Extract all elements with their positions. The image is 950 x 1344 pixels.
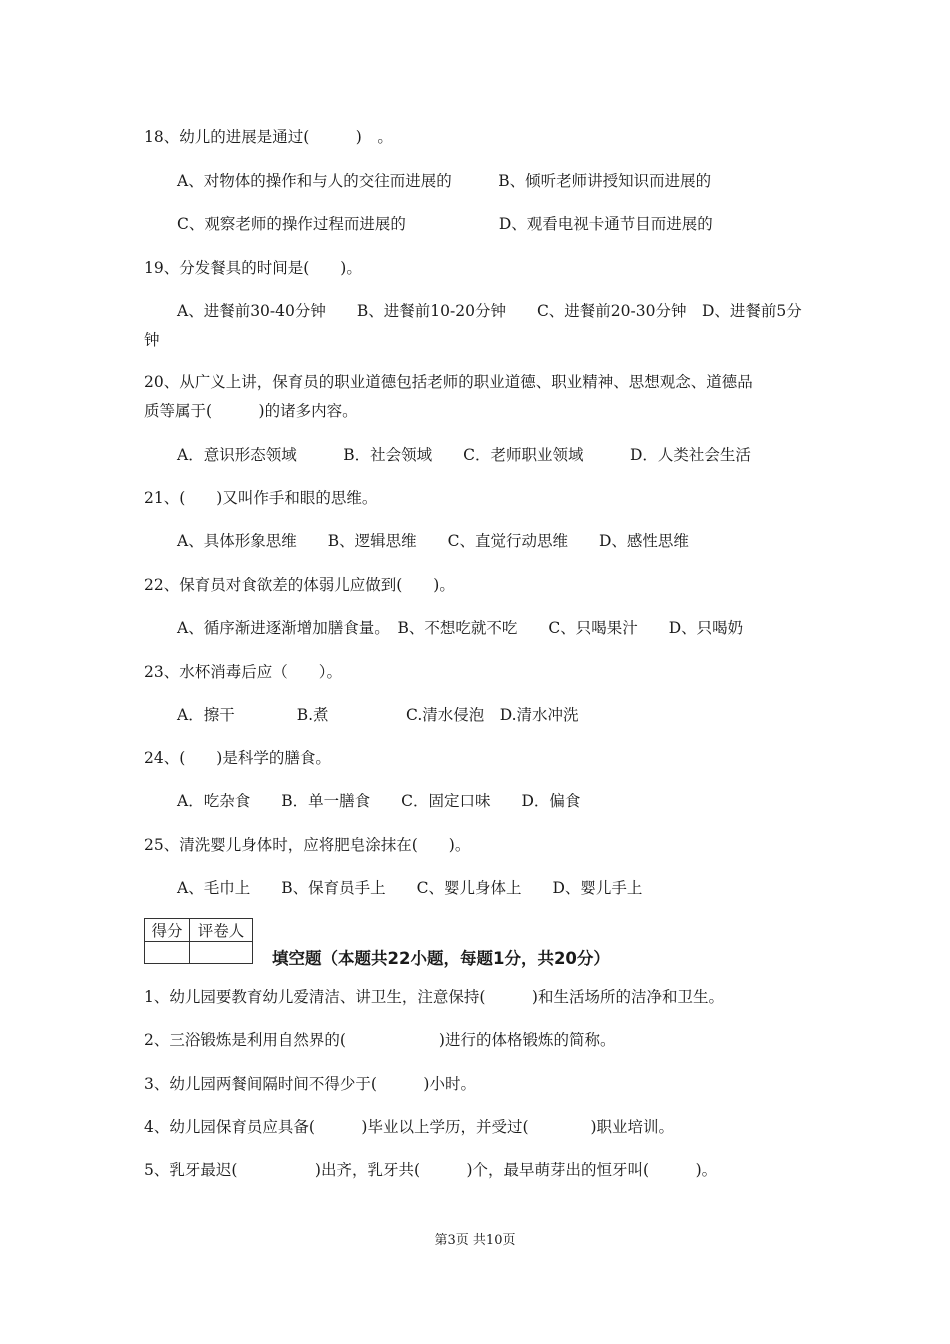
question-25-stem: 25、清洗婴儿身体时，应将肥皂涂抹在( )。 bbox=[144, 836, 471, 854]
question-19-stem: 19、分发餐具的时间是( )。 bbox=[144, 259, 362, 277]
fill-blank-4: 4、幼儿园保育员应具备( )毕业以上学历，并受过( )职业培训。 bbox=[144, 1118, 675, 1136]
grader-cell bbox=[190, 942, 253, 964]
score-header: 得分 bbox=[145, 919, 190, 942]
fill-blank-2: 2、三浴锻炼是利用自然界的( )进行的体格锻炼的简称。 bbox=[144, 1031, 616, 1049]
question-20-stem: 20、从广义上讲，保育员的职业道德包括老师的职业道德、职业精神、思想观念、道德品 bbox=[144, 373, 753, 391]
page-footer: 第3页 共10页 bbox=[434, 1233, 516, 1248]
question-22-options: A、循序渐进逐渐增加膳食量。 B、不想吃就不吃 C、只喝果汁 D、只喝奶 bbox=[177, 619, 744, 637]
question-19-options: A、进餐前30-40分钟 B、进餐前10-20分钟 C、进餐前20-30分钟 D、进餐前5分 bbox=[177, 302, 802, 320]
question-24-stem: 24、( )是科学的膳食。 bbox=[144, 749, 331, 767]
question-20-options: A．意识形态领域 B．社会领域 C．老师职业领域 D．人类社会生活 bbox=[177, 446, 751, 464]
question-25-options: A、毛巾上 B、保育员手上 C、婴儿身体上 D、婴儿手上 bbox=[177, 879, 643, 897]
question-22-stem: 22、保育员对食欲差的体弱儿应做到( )。 bbox=[144, 576, 455, 594]
fill-blank-3: 3、幼儿园两餐间隔时间不得少于( )小时。 bbox=[144, 1075, 476, 1093]
question-18-options-ab: A、对物体的操作和与人的交往而进展的 B、倾听老师讲授知识而进展的 bbox=[177, 172, 712, 190]
question-18-stem: 18、幼儿的进展是通过( ) 。 bbox=[144, 128, 393, 146]
question-23-options: A．擦干 B.煮 C.清水侵泡 D.清水冲洗 bbox=[177, 706, 579, 724]
section-title: 填空题（本题共22小题，每题1分，共20分） bbox=[272, 949, 610, 968]
grader-header: 评卷人 bbox=[190, 919, 253, 942]
score-cell bbox=[145, 942, 190, 964]
question-23-stem: 23、水杯消毒后应（ ）。 bbox=[144, 663, 342, 681]
fill-blank-5: 5、乳牙最迟( )出齐，乳牙共( )个，最早萌芽出的恒牙叫( )。 bbox=[144, 1161, 718, 1179]
question-18-options-cd: C、观察老师的操作过程而进展的 D、观看电视卡通节目而进展的 bbox=[177, 215, 713, 233]
fill-blank-1: 1、幼儿园要教育幼儿爱清洁、讲卫生，注意保持( )和生活场所的洁净和卫生。 bbox=[144, 988, 724, 1006]
question-20-stem-continuation: 质等属于( )的诸多内容。 bbox=[144, 402, 358, 420]
question-21-options: A、具体形象思维 B、逻辑思维 C、直觉行动思维 D、感性思维 bbox=[177, 532, 689, 550]
question-19-options-continuation: 钟 bbox=[144, 331, 160, 349]
question-21-stem: 21、( )又叫作手和眼的思维。 bbox=[144, 489, 378, 507]
question-24-options: A．吃杂食 B．单一膳食 C．固定口味 D．偏食 bbox=[177, 792, 581, 810]
score-box bbox=[144, 918, 253, 964]
